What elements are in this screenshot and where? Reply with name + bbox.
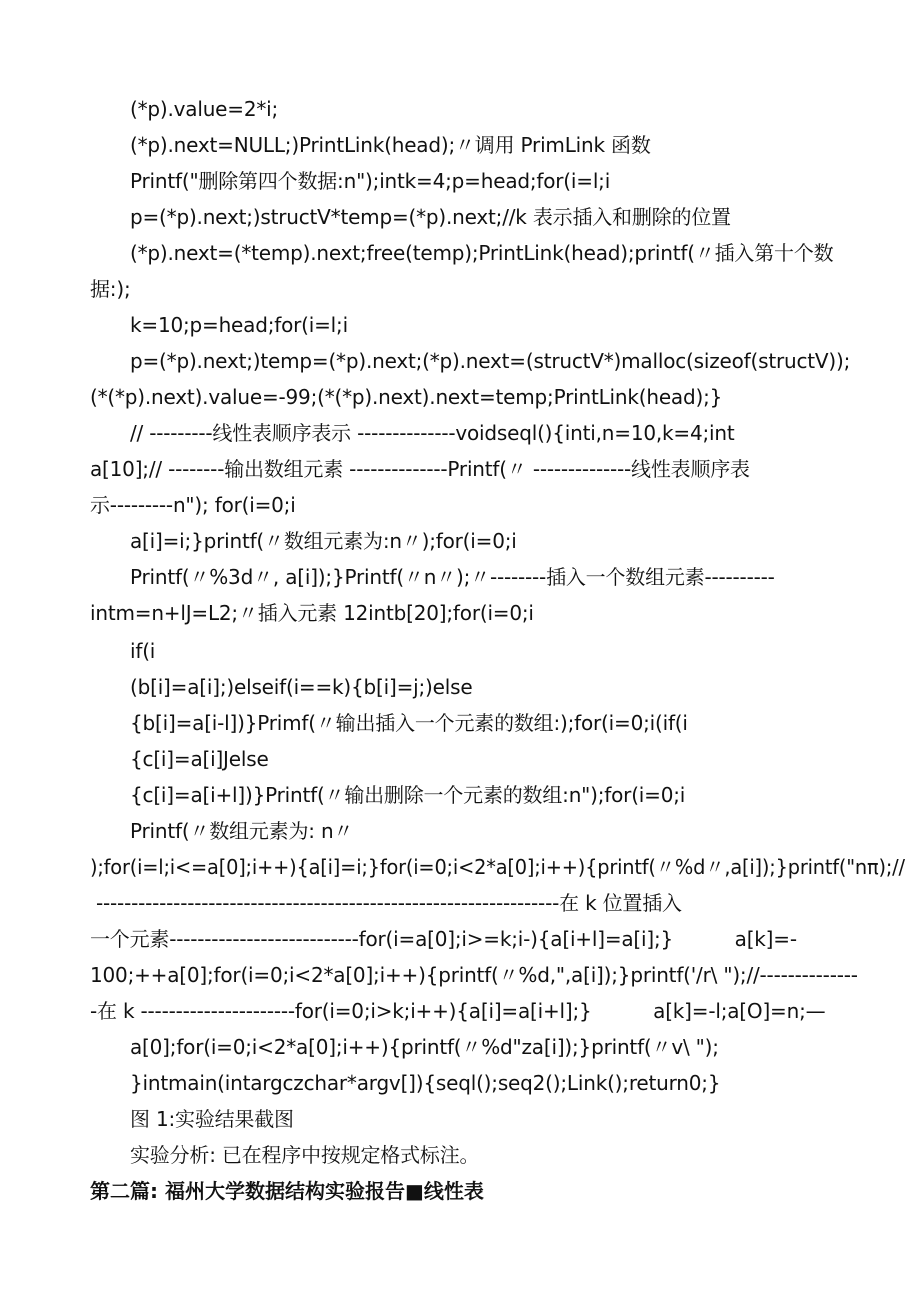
text-line: -在 k ----------------------for(i=0;i>k;i++){a[i]=a[i+l];} a[k]=-l;a[O]=n;— bbox=[90, 999, 826, 1023]
text-line: p=(*p).next;)structV*temp=(*p).next;//k 表示插入和删除的位置 bbox=[130, 205, 731, 229]
text-line: ------------------------------------------------------------------在 k 位置插入 bbox=[96, 891, 682, 915]
text-line: (*(*p).next).value=-99;(*(*p).next).next=temp;PrintLink(head);} bbox=[90, 385, 723, 409]
text-line: );for(i=l;i<=a[0];i++){a[i]=i;}for(i=0;i<2*a[0];i++){printf(〃%d〃,a[i]);}printf("nπ);// bbox=[90, 855, 905, 879]
figure-caption: 图 1:实验结果截图 bbox=[130, 1107, 294, 1131]
text-line: 示---------n"); for(i=0;i bbox=[90, 493, 296, 517]
section-heading: 第二篇: 福州大学数据结构实验报告■线性表 bbox=[90, 1179, 484, 1203]
text-line: a[10];// --------输出数组元素 --------------Printf(〃 --------------线性表顺序表 bbox=[90, 457, 750, 481]
text-line: (*p).next=NULL;)PrintLink(head);〃调用 PrimLink 函数 bbox=[130, 133, 651, 157]
text-line: p=(*p).next;)temp=(*p).next;(*p).next=(structV*)malloc(sizeof(structV)); bbox=[130, 349, 851, 373]
text-line: (b[i]=a[i];)elseif(i==k){b[i]=j;)else bbox=[130, 675, 473, 699]
text-line: Printf("删除第四个数据:n");intk=4;p=head;for(i=l;i bbox=[130, 169, 611, 193]
text-line: {b[i]=a[i-l])}Primf(〃输出插入一个元素的数组:);for(i=0;i(if(i bbox=[130, 711, 688, 735]
text-line: 据:); bbox=[90, 277, 131, 301]
text-line: {c[i]=a[i+l])}Printf(〃输出删除一个元素的数组:n");for(i=0;i bbox=[130, 783, 686, 807]
text-line: 100;++a[0];for(i=0;i<2*a[0];i++){printf(〃%d,",a[i]);}printf('/r\ ");//-------------- bbox=[90, 963, 858, 987]
text-line: k=10;p=head;for(i=l;i bbox=[130, 313, 348, 337]
text-line: (*p).value=2*i; bbox=[130, 97, 279, 121]
text-line: Printf(〃数组元素为: n〃 bbox=[130, 819, 354, 843]
text-line: (*p).next=(*temp).next;free(temp);PrintLink(head);printf(〃插入第十个数 bbox=[130, 241, 834, 265]
text-line: 一个元素---------------------------for(i=a[0];i>=k;i-){a[i+l]=a[i];} a[k]=- bbox=[90, 927, 797, 951]
text-line: a[0];for(i=0;i<2*a[0];i++){printf(〃%d"za[i]);}printf(〃v\ "); bbox=[130, 1035, 719, 1059]
text-line: Printf(〃%3d〃, a[i]);}Printf(〃n〃);〃--------插入一个数组元素---------- bbox=[130, 565, 775, 589]
analysis-text: 实验分析: 已在程序中按规定格式标注。 bbox=[130, 1143, 480, 1167]
text-line: // ---------线性表顺序表示 --------------voidseql(){inti,n=10,k=4;int bbox=[130, 421, 735, 445]
text-line: {c[i]=a[i]Jelse bbox=[130, 747, 269, 771]
text-line: intm=n+lJ=L2;〃插入元素 12intb[20];for(i=0;i bbox=[90, 601, 534, 625]
text-line: }intmain(intargczchar*argv[]){seql();seq2();Link();return0;} bbox=[130, 1071, 721, 1095]
text-line: a[i]=i;}printf(〃数组元素为:n〃);for(i=0;i bbox=[130, 529, 517, 553]
text-line: if(i bbox=[130, 639, 156, 663]
